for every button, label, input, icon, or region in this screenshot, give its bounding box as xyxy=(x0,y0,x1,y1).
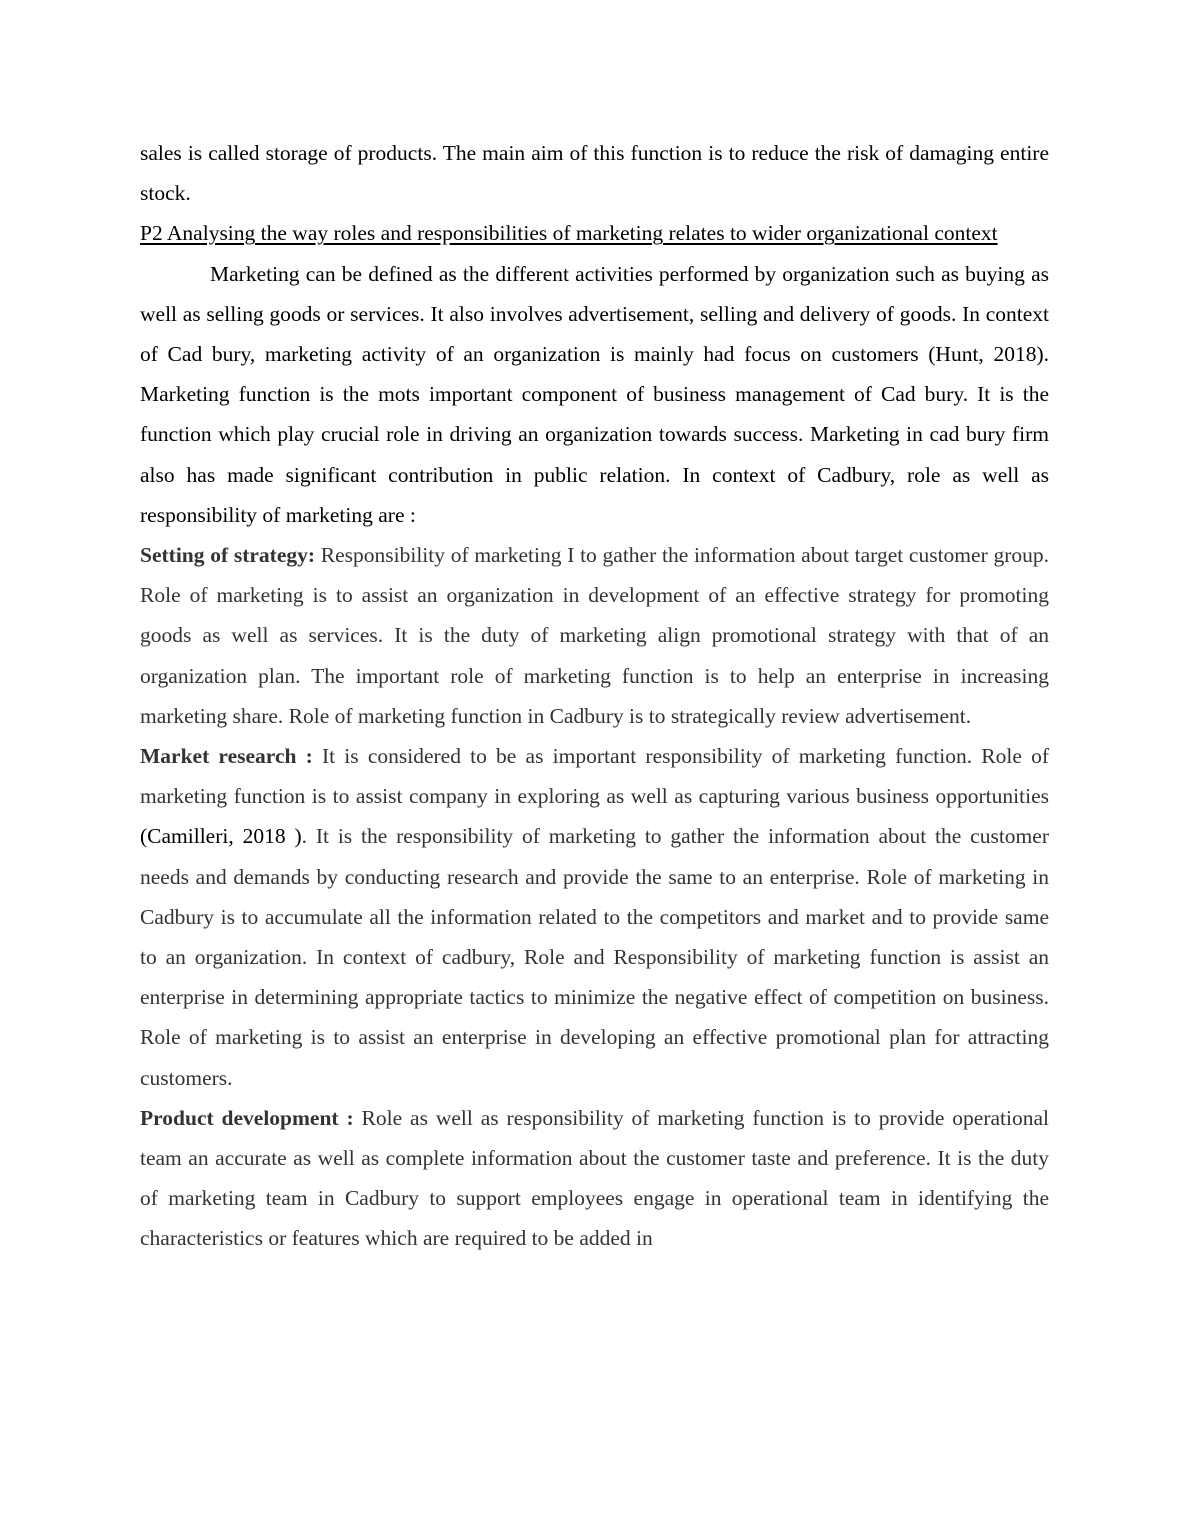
paragraph-marketing-definition xyxy=(140,254,1049,535)
section-heading-p2 xyxy=(140,213,1049,253)
paragraph-market-research xyxy=(140,736,1049,1098)
paragraph-text: Responsibility of marketing I to gather the information about target customer group. Role of marketing is to assist an organization in development of an effective strategy for promoting goods as well as services. It is the duty of marketing align promotional strategy with that of an organization plan. The important role of marketing function is to help an enterprise in increasing marketing share. Role of marketing function in Cadbury is to strategically review advertisement. xyxy=(140,543,1049,728)
paragraph-storage-continuation xyxy=(140,133,1049,213)
citation: (Camilleri, 2018 ) xyxy=(140,824,302,849)
paragraph-text: . It is the responsibility of marketing to gather the information about the customer needs and demands by conducting research and provide the same to an enterprise. Role of marketing in Cadbury is to accumulate all the information related to the competitors and market and to provide same to an organization. In context of cadbury, Role and Responsibility of marketing function is assist an enterprise in determining appropriate tactics to minimize the negative effect of competition on business. Role of marketing is to assist an enterprise in developing an effective promotional plan for attracting customers. xyxy=(140,824,1049,1090)
paragraph-text: sales is called storage of products. The main aim of this function is to reduce the risk of damaging entire stock. xyxy=(140,141,1049,206)
paragraph-text: Role as well as responsibility of marketing function is to provide operational team an accurate as well as complete information about the customer taste and preference. It is the duty of marketing team in Cadbury to support employees engage in operational team in identifying the characteristics or features which are required to be added in xyxy=(140,1105,1049,1251)
paragraph-title: Market research : xyxy=(140,744,313,769)
heading-text: P2 Analysing the way roles and responsibilities of marketing relates to wider organizational context xyxy=(140,221,998,246)
paragraph-product-development xyxy=(140,1098,1049,1259)
document-page xyxy=(140,133,1049,1259)
paragraph-text: Marketing can be defined as the different activities performed by organization such as buying as well as selling goods or services. It also involves advertisement, selling and delivery of goods. In context of Cad bury, marketing activity of an organization is mainly had focus on customers (Hunt, 2018). Marketing function is the mots important component of business management of Cad bury. It is the function which play crucial role in driving an organization towards success. Marketing in cad bury firm also has made significant contribution in public relation. In context of Cadbury, role as well as responsibility of marketing are : xyxy=(140,261,1049,527)
paragraph-title: Product development : xyxy=(140,1105,354,1130)
paragraph-title: Setting of strategy: xyxy=(140,543,316,568)
paragraph-setting-of-strategy xyxy=(140,535,1049,736)
paragraph-text: It is considered to be as important responsibility of marketing function. Role of marketing function is to assist company in exploring as well as capturing various business opportunities xyxy=(140,744,1050,809)
